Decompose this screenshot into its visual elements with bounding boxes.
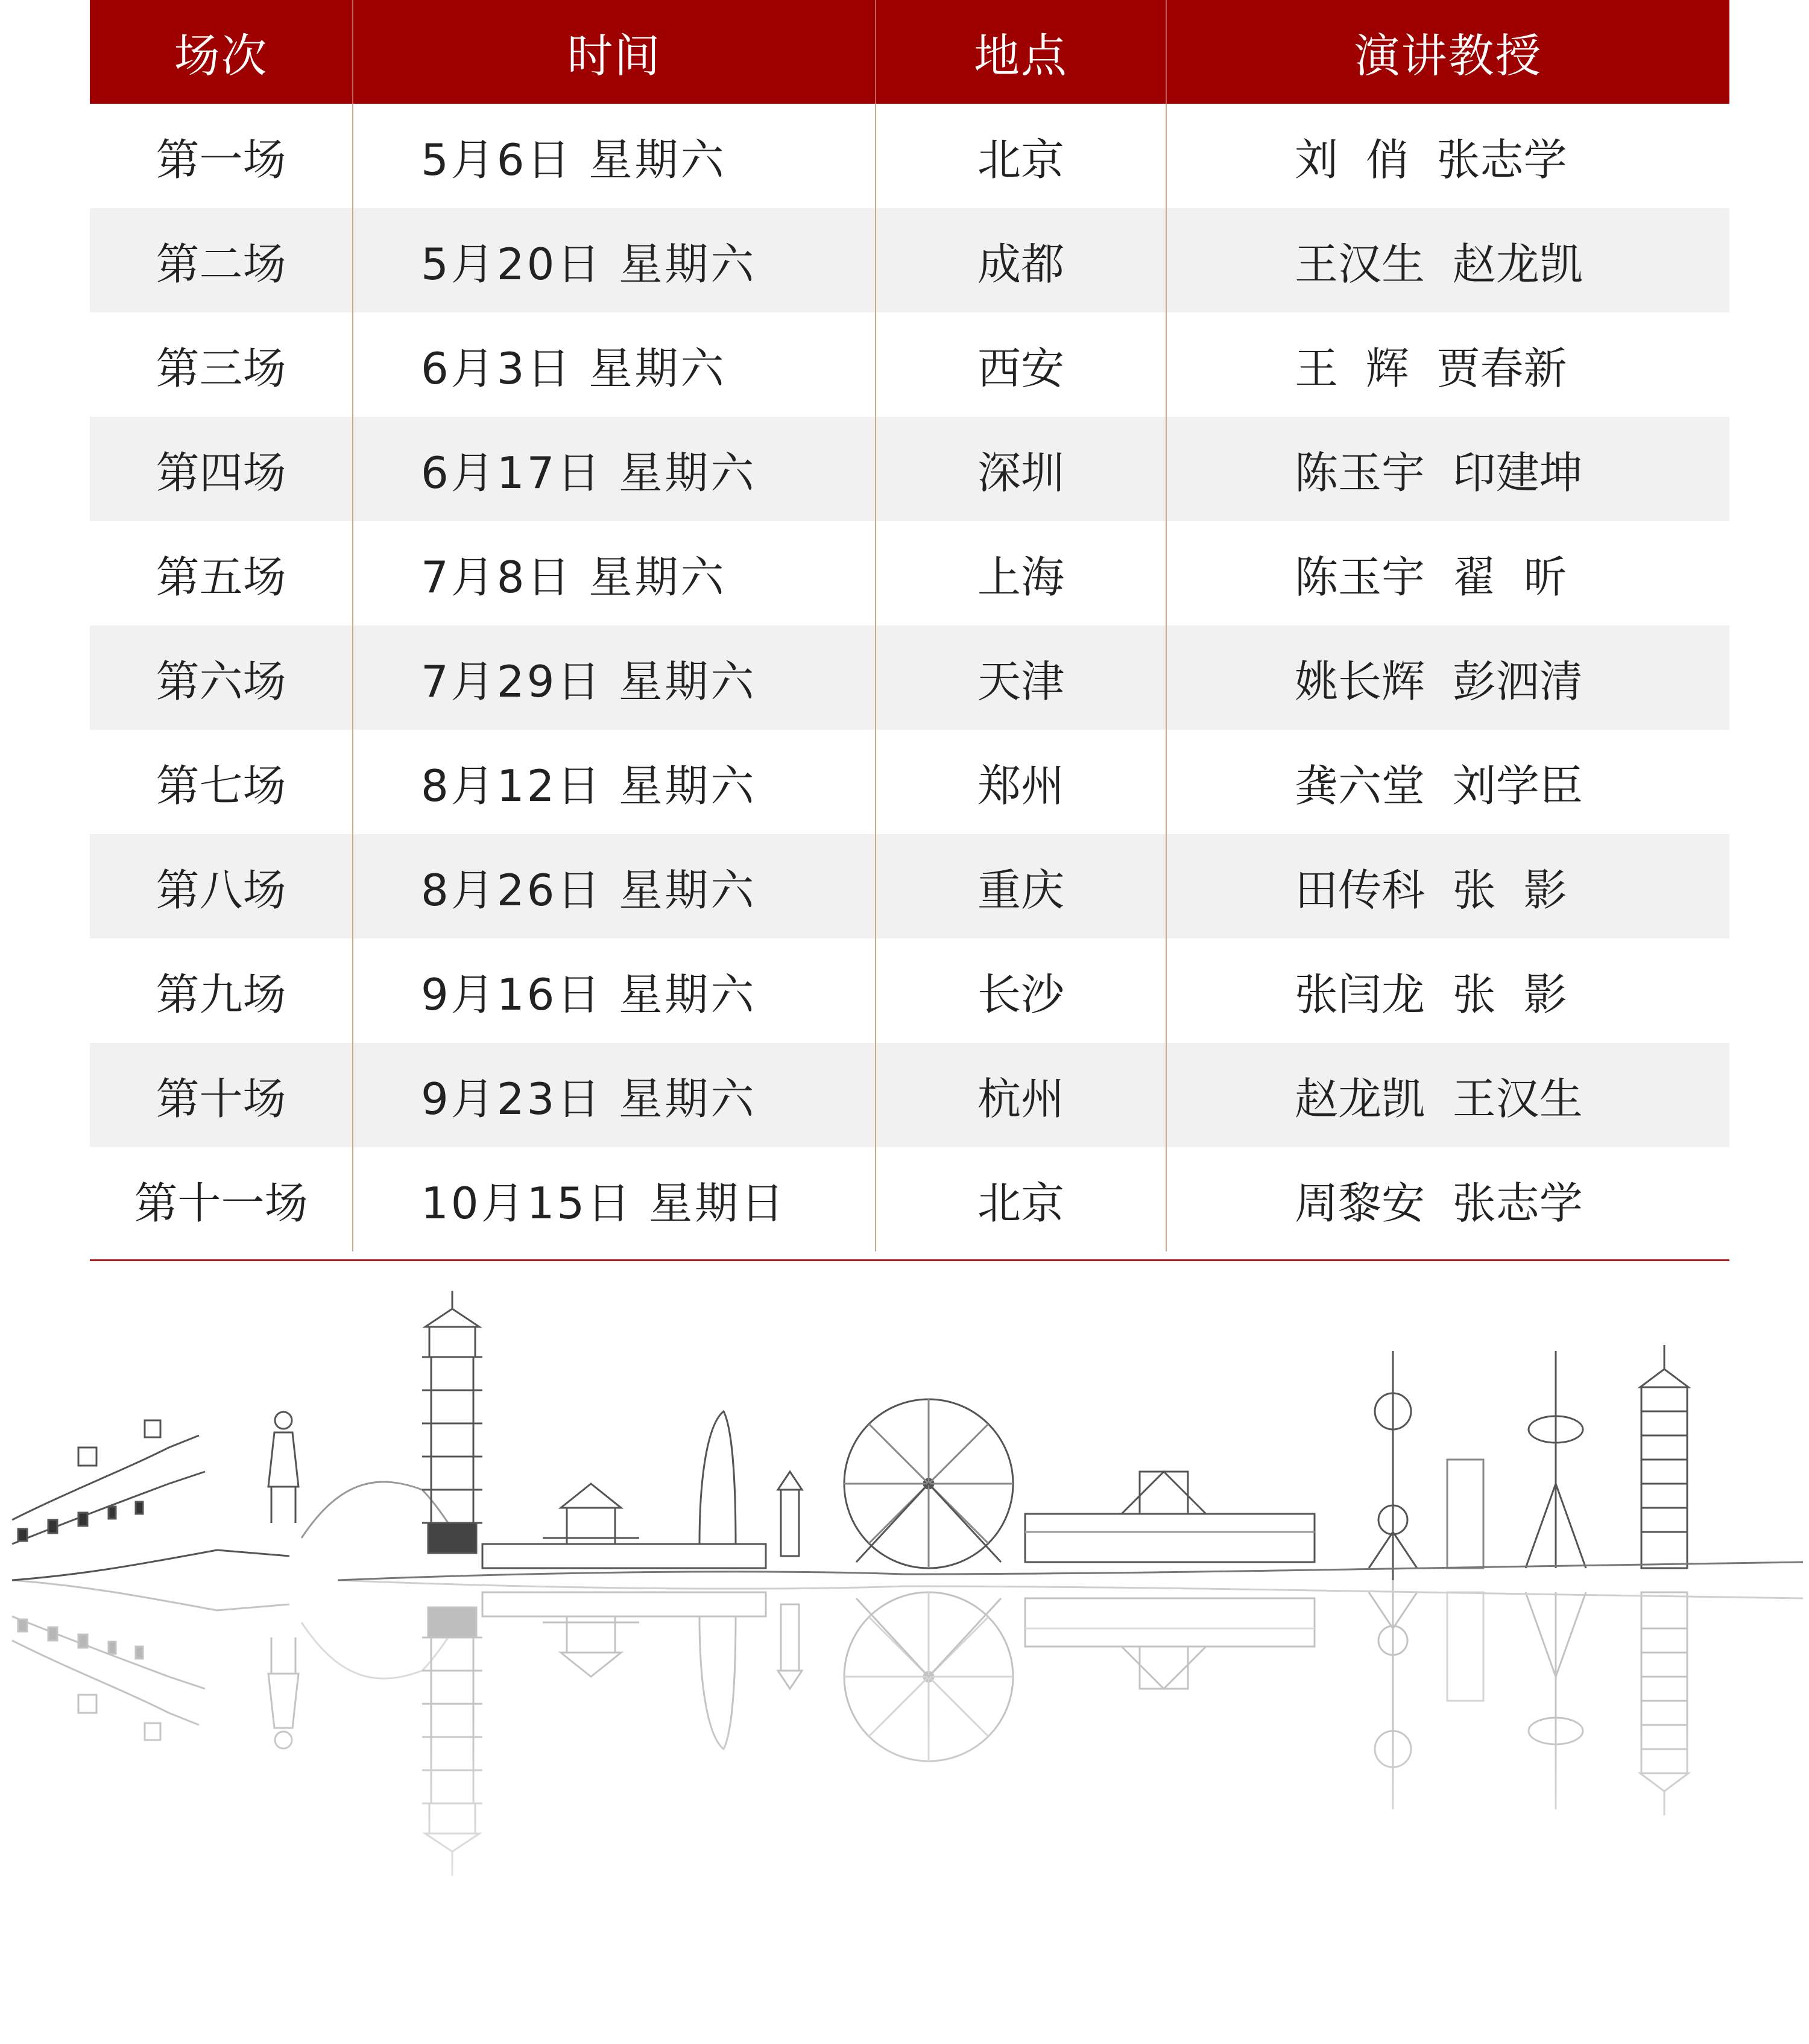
schedule-table-container xyxy=(90,0,1729,1251)
table-header-row xyxy=(90,0,1729,104)
header-location: 地点 xyxy=(876,0,1166,104)
city-skyline-illustration xyxy=(0,1291,1809,2044)
professors-cell: 陈玉宇 翟 昕 xyxy=(1166,521,1729,625)
location-cell: 上海 xyxy=(876,521,1166,625)
professors-cell: 田传科 张 影 xyxy=(1166,834,1729,938)
session-cell: 第九场 xyxy=(156,969,286,1020)
location-cell: 郑州 xyxy=(876,730,1166,834)
professors-cell: 龚六堂 刘学臣 xyxy=(1166,730,1729,834)
location-cell: 北京 xyxy=(876,104,1166,208)
time-cell: 9月23日 星期六 xyxy=(353,1043,876,1147)
schedule-table xyxy=(90,0,1729,1251)
table-row xyxy=(90,1147,1729,1251)
location-cell: 天津 xyxy=(876,625,1166,730)
professors-cell: 刘 俏 张志学 xyxy=(1166,104,1729,208)
location-cell: 西安 xyxy=(876,312,1166,417)
time-cell: 7月29日 星期六 xyxy=(353,625,876,730)
location-cell: 杭州 xyxy=(876,1043,1166,1147)
skyline-main xyxy=(12,1291,1803,1580)
table-row xyxy=(90,417,1729,521)
session-cell: 第六场 xyxy=(156,656,286,707)
session-cell: 第八场 xyxy=(156,864,286,916)
session-cell: 第二场 xyxy=(156,238,286,290)
location-cell: 北京 xyxy=(876,1147,1166,1251)
time-cell: 5月20日 星期六 xyxy=(353,208,876,312)
table-row xyxy=(90,208,1729,312)
time-cell: 8月12日 星期六 xyxy=(353,730,876,834)
session-cell: 第一场 xyxy=(156,134,286,185)
table-row xyxy=(90,834,1729,938)
header-session: 场次 xyxy=(174,28,268,83)
professors-cell: 王 辉 贾春新 xyxy=(1166,312,1729,417)
time-cell: 9月16日 星期六 xyxy=(353,938,876,1043)
time-cell: 8月26日 星期六 xyxy=(353,834,876,938)
table-row xyxy=(90,104,1729,208)
location-cell: 深圳 xyxy=(876,417,1166,521)
session-cell: 第十场 xyxy=(156,1073,286,1124)
location-cell: 长沙 xyxy=(876,938,1166,1043)
professors-cell: 陈玉宇 印建坤 xyxy=(1166,417,1729,521)
time-cell: 5月6日 星期六 xyxy=(353,104,876,208)
table-row xyxy=(90,625,1729,730)
table-row xyxy=(90,1043,1729,1147)
professors-cell: 姚长辉 彭泗清 xyxy=(1166,625,1729,730)
session-cell: 第七场 xyxy=(156,760,286,811)
session-cell: 第五场 xyxy=(156,551,286,603)
session-cell: 第四场 xyxy=(156,447,286,498)
table-row xyxy=(90,938,1729,1043)
time-cell: 6月3日 星期六 xyxy=(353,312,876,417)
table-bottom-rule xyxy=(90,1259,1729,1261)
time-cell: 10月15日 星期日 xyxy=(353,1147,876,1251)
location-cell: 成都 xyxy=(876,208,1166,312)
header-professors: 演讲教授 xyxy=(1166,0,1729,104)
professors-cell: 王汉生 赵龙凯 xyxy=(1166,208,1729,312)
professors-cell: 张闫龙 张 影 xyxy=(1166,938,1729,1043)
time-cell: 6月17日 星期六 xyxy=(353,417,876,521)
professors-cell: 赵龙凯 王汉生 xyxy=(1166,1043,1729,1147)
time-cell: 7月8日 星期六 xyxy=(353,521,876,625)
session-cell: 第三场 xyxy=(156,343,286,394)
reflection-fade xyxy=(0,1713,1809,2044)
location-cell: 重庆 xyxy=(876,834,1166,938)
session-cell: 第十一场 xyxy=(134,1177,308,1229)
table-row xyxy=(90,312,1729,417)
table-row xyxy=(90,521,1729,625)
table-row xyxy=(90,730,1729,834)
professors-cell: 周黎安 张志学 xyxy=(1166,1147,1729,1251)
header-time: 时间 xyxy=(353,0,876,104)
